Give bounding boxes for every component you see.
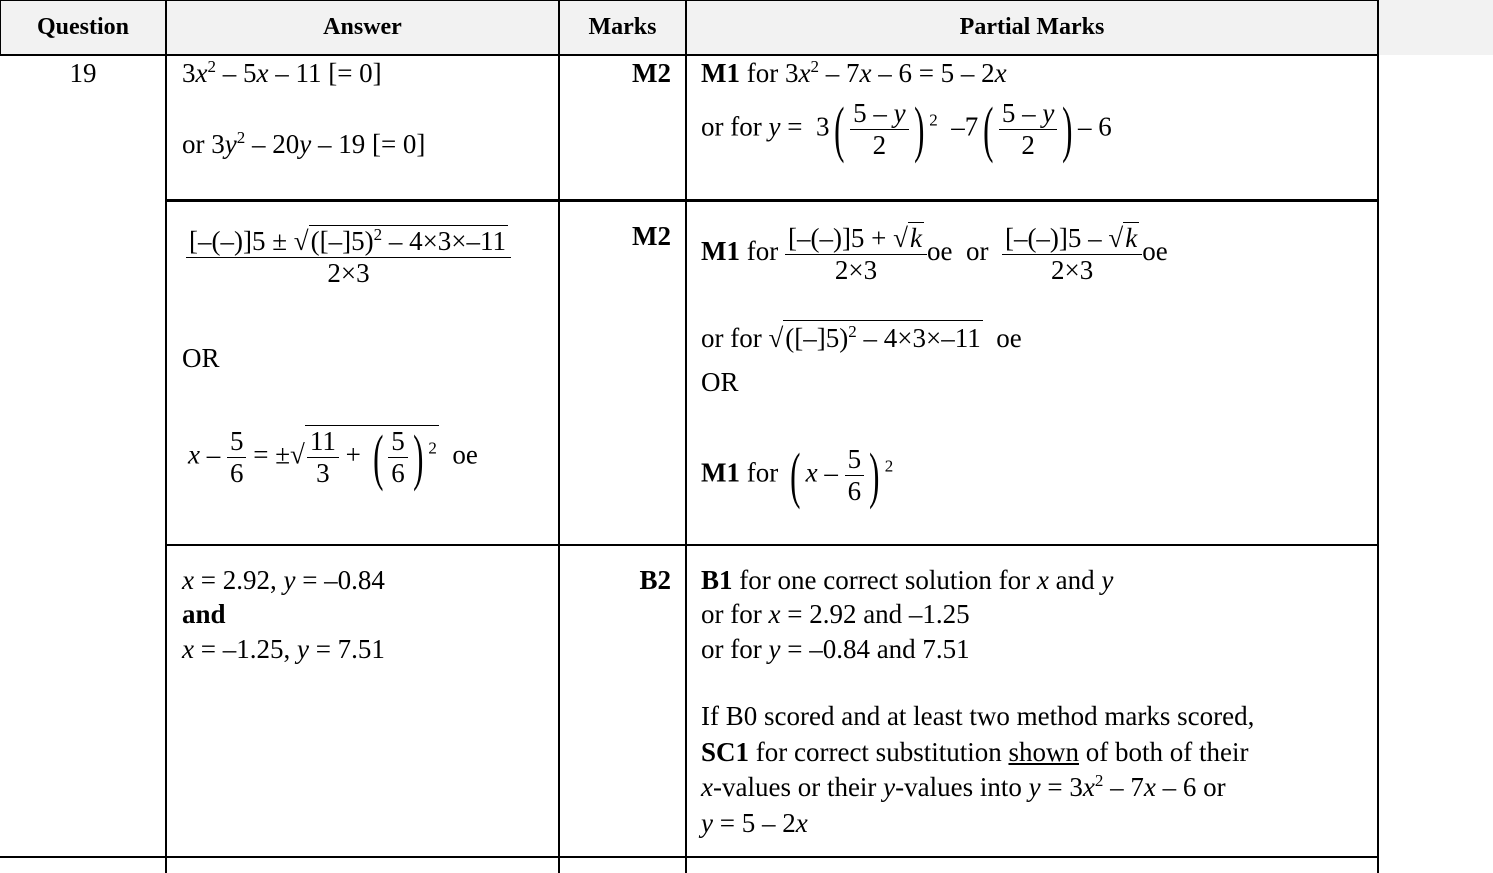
border-marks-partial <box>685 0 687 873</box>
header-partial-marks: Partial Marks <box>959 14 1105 40</box>
border-answer-marks <box>558 0 560 873</box>
header-marks: Marks <box>588 14 657 40</box>
row3-partial-line3: or for y = –0.84 and 7.51 <box>701 634 970 664</box>
header-extension <box>1378 0 1493 55</box>
header-answer: Answer <box>323 14 402 40</box>
row3-answer-line2: x = –1.25, y = 7.51 <box>182 634 385 664</box>
row1-answer-line2: or $3y^2 - 20y - 19$ [= 0] <box>182 128 426 159</box>
row3-partial-line2: or for x = 2.92 and –1.25 <box>701 599 970 629</box>
row2-answer-formula2: x – $\frac{5}{6}$ = ±√ $\frac{11}{3}$ + ( $\frac{5}{6}$ ) $^2$ oe <box>188 423 478 492</box>
row2-marks: M2 <box>632 221 671 251</box>
row2-bottom-border <box>166 544 1378 546</box>
row2-answer-or: OR <box>182 343 220 373</box>
header-top-border <box>0 0 1378 1</box>
row2-partial-line3: M1 for ( x – $\frac{5}{6}$ ) $^2$ <box>701 441 894 510</box>
row1-partial-line1: M1 for $3x^2 - 7x - 6 = 5 - 2x$ <box>701 57 1007 88</box>
row2-partial-line2: or for $√([-]5)^2 - 4\times 3\times-11$ oe <box>701 322 1022 353</box>
border-question-answer <box>165 0 167 873</box>
row3-marks: B2 <box>639 565 671 595</box>
table-bottom-border <box>0 856 1378 858</box>
row3-partial-line4: If B0 scored and at least two method marks scored, <box>701 701 1255 731</box>
row3-answer-line1: x = 2.92, y = –0.84 <box>182 565 385 595</box>
row1-partial-line2: or for y = 3( $\frac{5 - y}{2}$ ) $^2$ –7( $\frac{5 - y}{2}$ ) – 6 <box>701 95 1112 164</box>
row2-partial-or: OR <box>701 367 739 397</box>
row1-bottom-border <box>166 199 1378 202</box>
row3-partial-line1: B1 for one correct solution for x and y <box>701 565 1114 595</box>
row2-answer-formula: $\frac{[-(-)]5 \pm √([-]5)^2 - 4\times 3\times-11}{2\times 3}$ <box>186 225 511 289</box>
row1-marks: M2 <box>632 58 671 88</box>
question-number: 19 <box>69 58 97 88</box>
row1-answer-line1: $3x^2 - 5x - 11$ [= 0] <box>182 57 382 88</box>
row3-partial-line7: y = 5 – 2x <box>701 808 808 838</box>
border-left-header <box>0 0 1 55</box>
row3-answer-and: and <box>182 599 226 629</box>
row2-partial-line1: M1 for $\frac{[-(-)]5 + √k}{2\times 3}$ oe or $\frac{[-(-)]5 - √k}{2\times 3}$ oe <box>701 223 1168 285</box>
row3-partial-line5: SC1 for correct substitution shown of both of their <box>701 737 1249 767</box>
row3-partial-line6: x-values or their y-values into $y = 3x^2 - 7x - 6$ or <box>701 771 1226 802</box>
header-question: Question <box>36 14 129 40</box>
border-right <box>1377 0 1379 873</box>
